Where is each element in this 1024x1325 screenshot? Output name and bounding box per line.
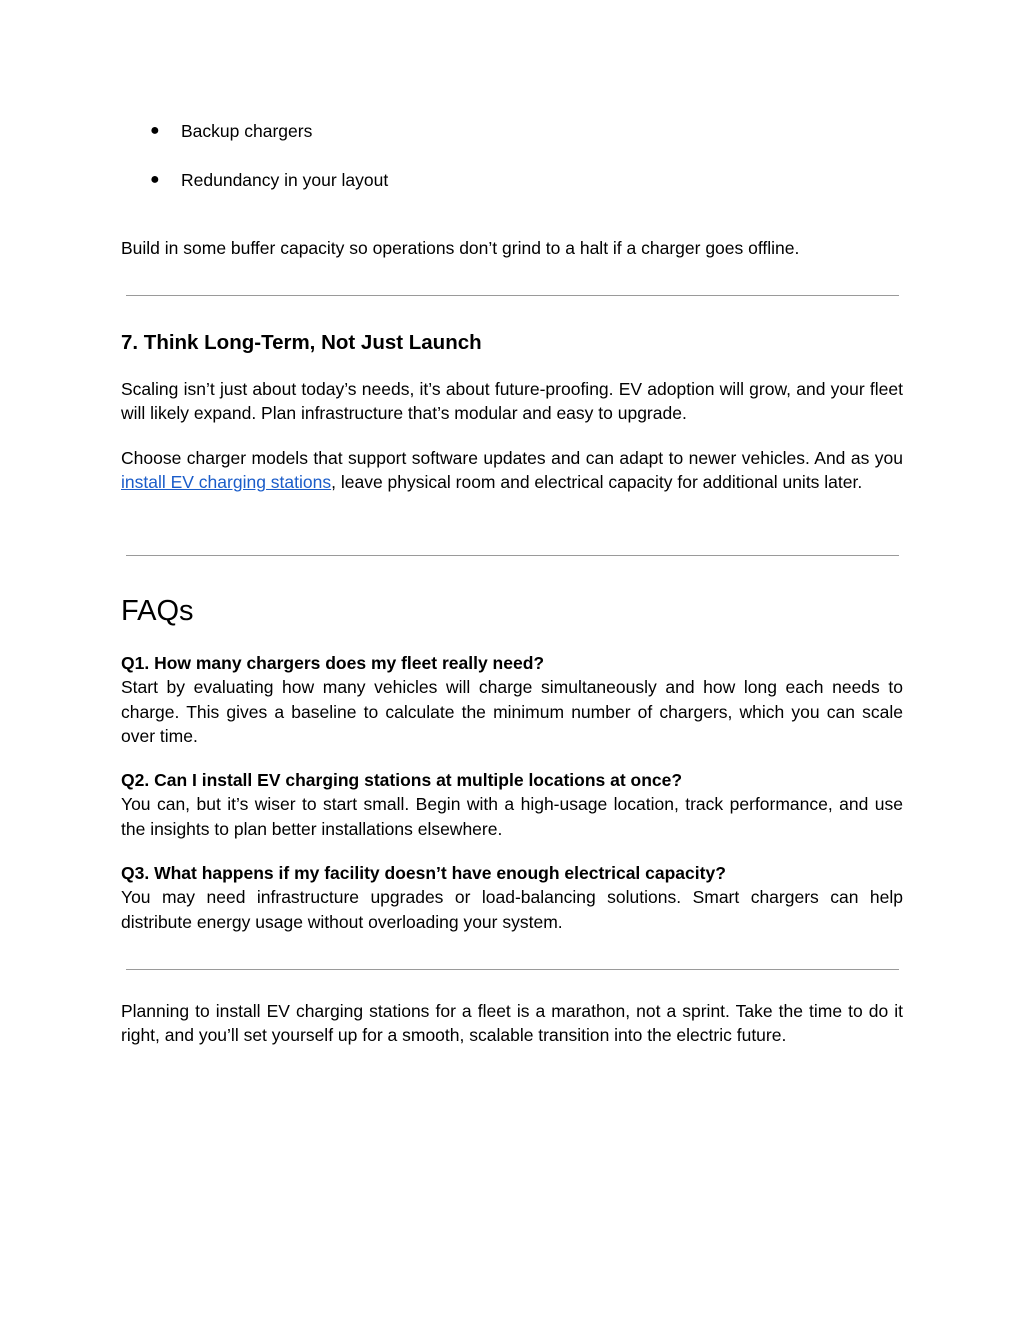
horizontal-divider bbox=[126, 295, 899, 296]
faq-item bbox=[121, 651, 903, 748]
faq-answer: Start by evaluating how many vehicles will charge simultaneously and how long each needs to charge. This gives a baseline to calculate the minimum number of chargers, which you can scale over time. bbox=[121, 677, 903, 746]
section-heading: 7. Think Long-Term, Not Just Launch bbox=[121, 331, 482, 354]
paragraph-text: , leave physical room and electrical capacity for additional units later. bbox=[331, 472, 863, 493]
faq-answer: You can, but it’s wiser to start small. Begin with a high-usage location, track performance, and use the insights to plan better installations elsewhere. bbox=[121, 794, 903, 839]
bullet-icon: ● bbox=[150, 122, 160, 139]
faqs-heading: FAQs bbox=[121, 595, 194, 627]
faq-question: Q1. How many chargers does my fleet really need? bbox=[121, 653, 545, 673]
horizontal-divider bbox=[126, 969, 899, 970]
paragraph-text: Choose charger models that support software updates and can adapt to newer vehicles. And as you bbox=[121, 448, 903, 468]
closing-paragraph: Planning to install EV charging stations for a fleet is a marathon, not a sprint. Take the time to do it right, and you’ll set yourself up for a smooth, scalable transition into the electric future. bbox=[121, 1001, 903, 1046]
bullet-text: Backup chargers bbox=[181, 121, 313, 141]
horizontal-divider bbox=[126, 555, 899, 556]
bullet-text: Redundancy in your layout bbox=[181, 170, 389, 190]
bullet-list bbox=[121, 119, 903, 217]
faq-item bbox=[121, 768, 903, 841]
buffer-paragraph: Build in some buffer capacity so operations don’t grind to a halt if a charger goes offline. bbox=[121, 238, 800, 258]
section-paragraph-with-link bbox=[121, 446, 903, 495]
section-paragraph: Scaling isn’t just about today’s needs, it’s about future-proofing. EV adoption will grow, and your fleet will likely expand. Plan infrastructure that’s modular and easy to upgrade. bbox=[121, 379, 903, 424]
list-item bbox=[121, 168, 903, 192]
list-item bbox=[121, 119, 903, 143]
faq-question: Q3. What happens if my facility doesn’t have enough electrical capacity? bbox=[121, 863, 726, 883]
faq-question: Q2. Can I install EV charging stations at multiple locations at once? bbox=[121, 770, 683, 790]
install-ev-charging-stations-link[interactable]: install EV charging stations bbox=[121, 472, 332, 493]
bullet-icon: ● bbox=[150, 171, 160, 188]
faq-answer: You may need infrastructure upgrades or load-balancing solutions. Smart chargers can help distribute energy usage without overloading your system. bbox=[121, 887, 903, 932]
faq-item bbox=[121, 861, 903, 934]
